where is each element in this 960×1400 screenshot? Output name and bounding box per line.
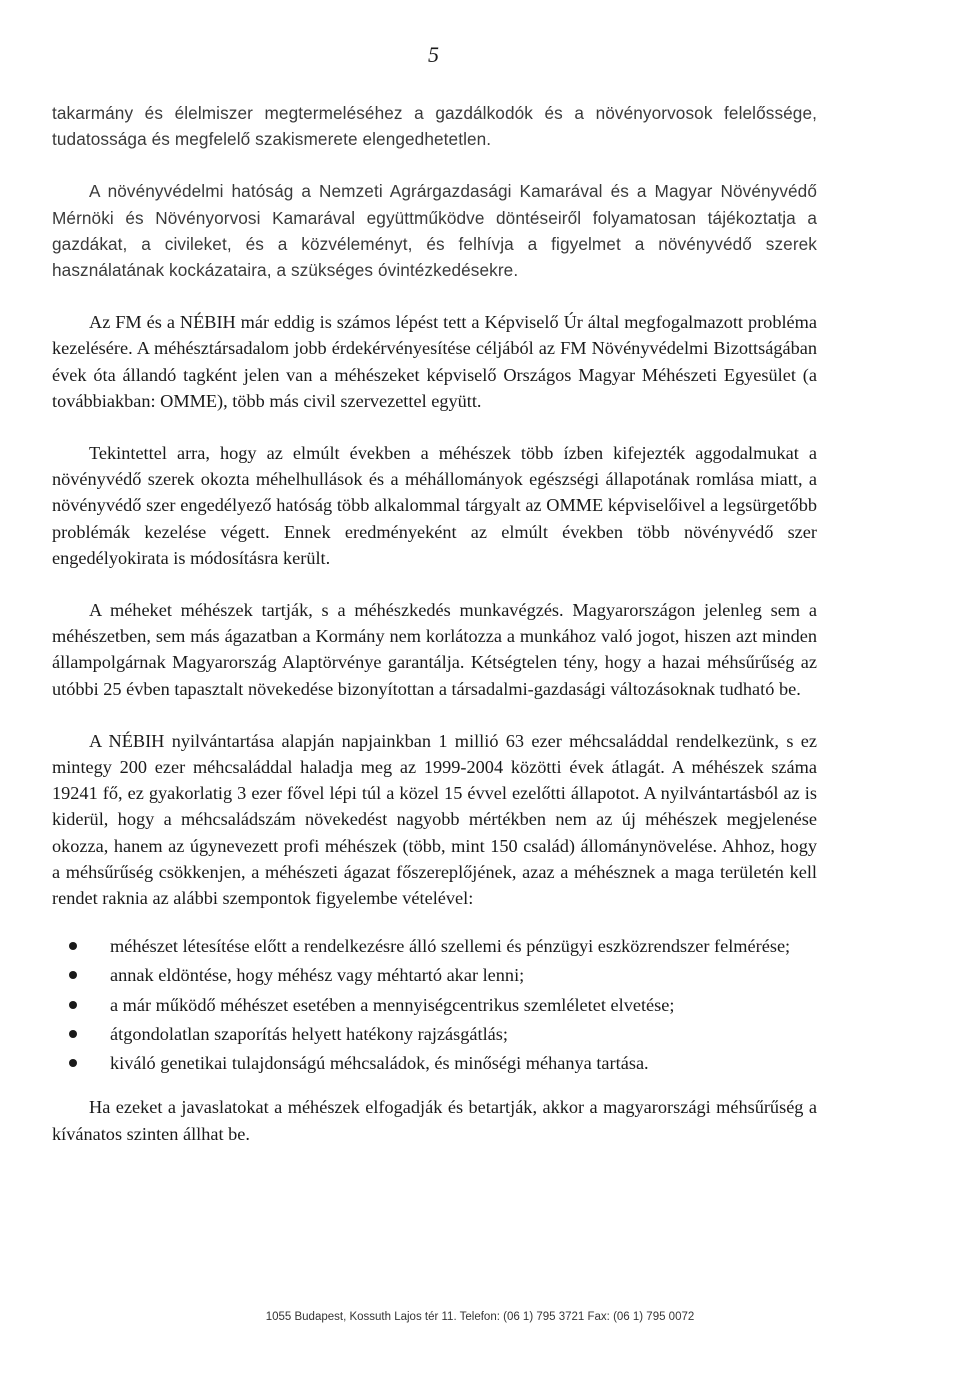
recommendation-list (52, 933, 817, 1076)
bullet-icon (69, 1030, 77, 1038)
paragraph-authority: A növényvédelmi hatóság a Nemzeti Agrárgazdasági Kamarával és a Magyar Növényvédő Mérnöki és Növényorvosi Kamarával együttműködve döntéseiről folyamatosan tájékoztatja a gazdákat, a civileket, és a közvéleményt, és felhívja a figyelmet a növényvédő szerek használatának kockázataira, a szükséges óvintézkedésekre. (52, 181, 817, 281)
paragraph-continuation: takarmány és élelmiszer megtermeléséhez a gazdálkodók és a növényorvosok felelőssége, tudatossága és megfelelő szakismerete elengedhetetlen. (52, 103, 817, 150)
list-item: méhészet létesítése előtt a rendelkezésre álló szellemi és pénzügyi eszközrendszer felmérése; (52, 933, 817, 959)
page-number: 5 (428, 42, 439, 67)
body-text (52, 100, 817, 1173)
paragraph-nebih-registry: A NÉBIH nyilvántartása alapján napjainkban 1 millió 63 ezer méhcsaláddal rendelkezünk, s ez mintegy 200 ezer méhcsaláddal haladja meg az 1999-2004 közötti évek átlagát. A méhészek száma 19241 fő, ez gyakorlatig 3 ezer fővel lépi túl a közel 15 évvel ezelőtti állapotot. A nyilvántartásból az is kiderül, hogy a méhcsaládszám növekedést nagyobb mértékben nem az új méhészek megjelenése okozza, hanem az úgynevezett profi méhészek (több, mint 150 család) állománynövelése. Ahhoz, hogy a méhsűrűség csökkenjen, a méhészeti ágazat főszereplőjének, azaz a méhésznek a maga területén kell rendet raknia az alábbi szempontok figyelembe vételével: (52, 730, 817, 909)
bullet-icon (69, 1001, 77, 1009)
list-item: átgondolatlan szaporítás helyett hatékony rajzásgátlás; (52, 1021, 817, 1047)
paragraph-fm-nebih: Az FM és a NÉBIH már eddig is számos lépést tett a Képviselő Úr által megfogalmazott probléma kezelésére. A méhésztársadalom jobb érdekérvényesítése céljából az FM Növényvédelmi Bizottságában évek óta állandó tagként jelen van a méhészeket képviselő Országos Magyar Méhészeti Egyesület (a továbbiakban: OMME), több más civil szervezettel együtt. (52, 312, 817, 411)
footer-address: 1055 Budapest, Kossuth Lajos tér 11. Telefon: (06 1) 795 3721 Fax: (06 1) 795 0072 (265, 1311, 695, 1323)
paragraph-closing: Ha ezeket a javaslatokat a méhészek elfogadják és betartják, akkor a magyarországi méhsűrűség a kívánatos szinten állhat be. (52, 1097, 817, 1144)
bullet-icon (69, 942, 77, 950)
bullet-icon (69, 1059, 77, 1067)
list-item: annak eldöntése, hogy méhész vagy méhtartó akar lenni; (52, 962, 817, 988)
bullet-icon (69, 971, 77, 979)
paragraph-beekeeping-rights: A méheket méhészek tartják, s a méhészkedés munkavégzés. Magyarországon jelenleg sem a méhészetben, sem más ágazatban a Kormány nem korlátozza a munkához való jogot, hiszen azt minden állampolgárnak Magyarország Alaptörvénye garantálja. Kétségtelen tény, hogy a hazai méhsűrűség az utóbbi 25 évben tapasztalt növekedése bizonyítottan a társadalmi-gazdasági változásoknak tudható be. (52, 600, 817, 699)
list-item: a már működő méhészet esetében a mennyiségcentrikus szemléletet elvetése; (52, 992, 817, 1018)
list-item: kiváló genetikai tulajdonságú méhcsaládok, és minőségi méhanya tartása. (52, 1050, 817, 1076)
paragraph-omme: Tekintettel arra, hogy az elmúlt években a méhészek több ízben kifejezték aggodalmukat a növényvédő szerek okozta méhelhullások és a méhállományok egészségi állapotának romlása miatt, a növényvédő szer engedélyező hatóság több alkalommal tárgyalt az OMME képviselőivel a legsürgetőbb problémák kezelése végett. Ennek eredményeként az elmúlt években több növényvédő szer engedélyokirata is módosításra került. (52, 443, 817, 568)
